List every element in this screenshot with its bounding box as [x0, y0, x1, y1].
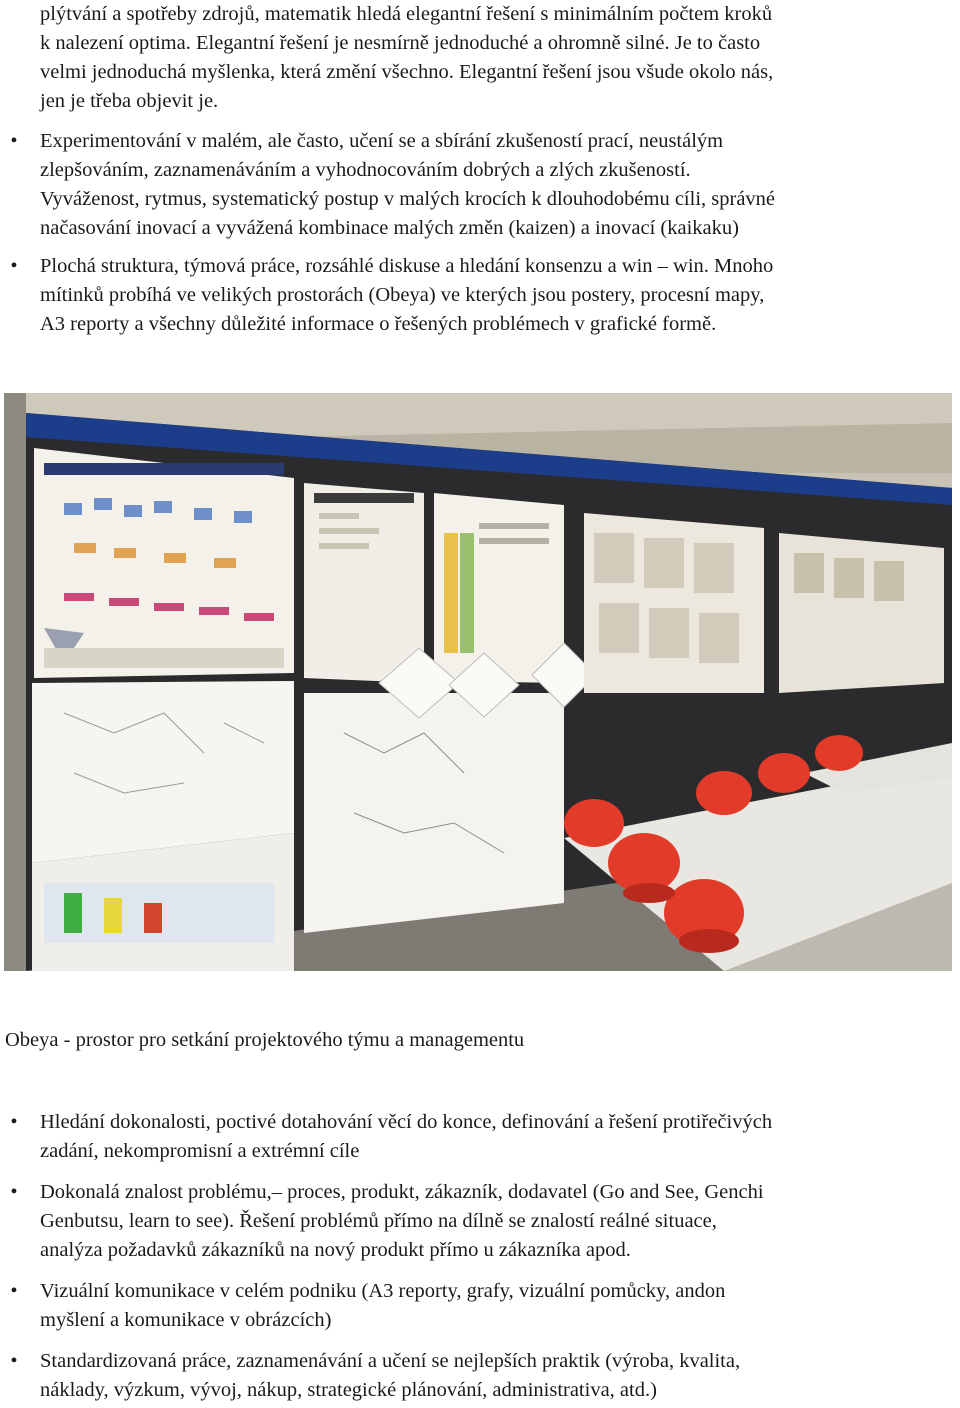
list-item	[0, 252, 960, 339]
list-item-line: načasování inovací a vyvážená kombinace malých změn (kaizen) a inovací (kaikaku)	[40, 217, 739, 239]
intro-line: velmi jednoduchá myšlenka, která změní všechno. Elegantní řešení jsou všude okolo nás,	[40, 61, 774, 83]
bullet-list-bottom	[0, 1108, 960, 1405]
list-item-line: A3 reporty a všechny důležité informace o řešených problémech v grafické formě.	[40, 313, 717, 335]
bullet-icon: •	[10, 1181, 18, 1203]
list-item	[0, 127, 960, 243]
bullet-icon: •	[10, 130, 18, 152]
bullet-icon: •	[10, 255, 18, 277]
list-item-line: Vyváženost, rytmus, systematický postup v malých krocích k dlouhodobému cíli, správné	[40, 188, 776, 210]
list-item-line: zadání, nekompromisní a extrémní cíle	[40, 1140, 360, 1162]
intro-line: plýtvání a spotřeby zdrojů, matematik hledá elegantní řešení s minimálním počtem kroků	[40, 3, 773, 25]
photo-caption: Obeya - prostor pro setkání projektového týmu a managementu	[5, 1029, 525, 1051]
obeya-room-photo	[4, 393, 952, 971]
list-item-line: mítinků probíhá ve velikých prostorách (Obeya) ve kterých jsou postery, procesní mapy,	[40, 284, 765, 306]
list-item-line: Vizuální komunikace v celém podniku (A3 reporty, grafy, vizuální pomůcky, andon	[40, 1280, 726, 1302]
list-item-line: analýza požadavků zákazníků na nový produkt přímo u zákazníka apod.	[40, 1239, 631, 1261]
list-item-line: Plochá struktura, týmová práce, rozsáhlé diskuse a hledání konsenzu a win – win. Mnoho	[40, 255, 774, 277]
list-item-line: Dokonalá znalost problému,– proces, produkt, zákazník, dodavatel (Go and See, Genchi	[40, 1181, 764, 1203]
list-item	[0, 1178, 960, 1265]
list-item-line: Hledání dokonalosti, poctivé dotahování věcí do konce, definování a řešení protiřečivých	[40, 1111, 773, 1133]
bullet-icon: •	[10, 1111, 18, 1133]
list-item	[0, 1347, 960, 1405]
list-item-line: Genbutsu, learn to see). Řešení problémů přímo na dílně se znalostí reálné situace,	[40, 1210, 717, 1232]
intro-line: k nalezení optima. Elegantní řešení je nesmírně jednoduché a ohromně silné. Je to často	[40, 32, 761, 54]
list-item-line: Experimentování v malém, ale často, učení se a sbírání zkušeností prací, neustálým	[40, 130, 724, 152]
bullet-icon: •	[10, 1280, 18, 1302]
list-item-line: náklady, výzkum, vývoj, nákup, strategické plánování, administrativa, atd.)	[40, 1379, 657, 1401]
list-item	[0, 1277, 960, 1335]
bullet-icon: •	[10, 1350, 18, 1372]
list-item-line: zlepšováním, zaznamenáváním a vyhodnocováním dobrých a zlých zkušeností.	[40, 159, 691, 181]
intro-paragraph	[40, 0, 955, 116]
bullet-list-top	[0, 127, 960, 339]
list-item	[0, 1108, 960, 1166]
intro-line: jen je třeba objevit je.	[40, 90, 219, 112]
list-item-line: myšlení a komunikace v obrázcích)	[40, 1309, 332, 1331]
list-item-line: Standardizovaná práce, zaznamenávání a učení se nejlepších praktik (výroba, kvalita,	[40, 1350, 741, 1372]
